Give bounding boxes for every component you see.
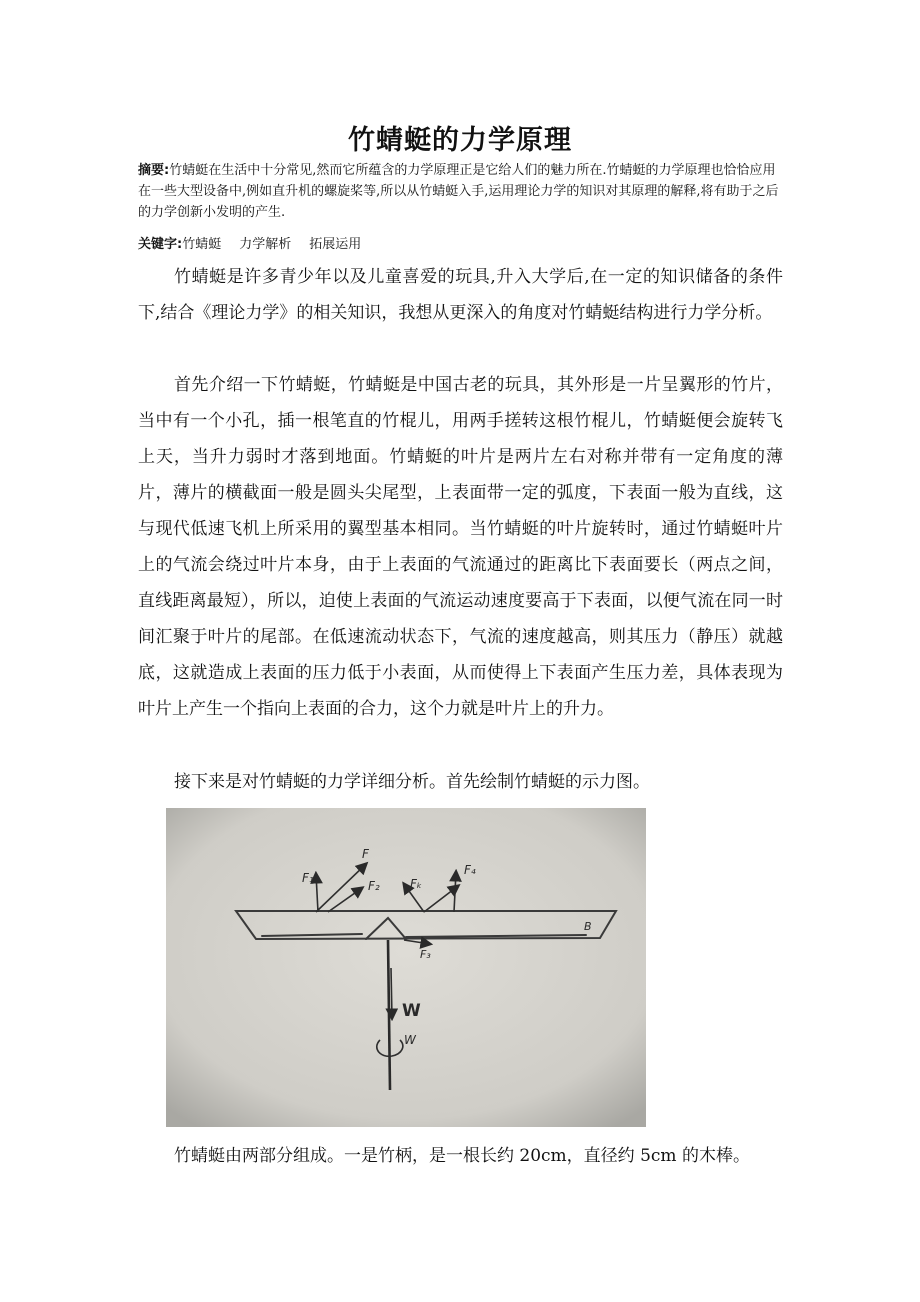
force-diagram-photo <box>166 808 646 1127</box>
force-label-fk: Fₖ <box>410 877 423 891</box>
keyword-item: 竹蜻蜓 <box>182 237 222 252</box>
body-paragraph: 竹蜻蜓由两部分组成。一是竹柄，是一根长约 20cm，直径约 5cm 的木棒。 <box>174 1146 750 1166</box>
force-label-f1: F₁ <box>302 871 314 885</box>
abstract-label: 摘要: <box>138 163 170 178</box>
keywords <box>138 234 788 255</box>
blade-tip-label: B <box>584 920 592 933</box>
paper-background <box>166 808 646 1127</box>
force-label-f3: F₃ <box>420 948 431 961</box>
angular-velocity-label: W <box>404 1033 416 1047</box>
force-label-f2: F₂ <box>368 879 380 893</box>
keyword-item: 拓展运用 <box>309 237 362 252</box>
force-diagram-sketch <box>166 808 646 1127</box>
abstract <box>138 160 788 223</box>
body-paragraph: 竹蜻蜓是许多青少年以及儿童喜爱的玩具,升入大学后,在一定的知识储备的条件下,结合《理论力学》的相关知识，我想从更深入的角度对竹蜻蜓结构进行力学分析。 <box>138 267 783 323</box>
keywords-label: 关键字: <box>138 237 183 252</box>
body-paragraph: 首先介绍一下竹蜻蜓，竹蜻蜓是中国古老的玩具，其外形是一片呈翼形的竹片，当中有一个小孔，插一根笔直的竹棍儿，用两手搓转这根竹棍儿，竹蜻蜓便会旋转飞上天，当升力弱时才落到地面。竹蜻蜓的叶片是两片左右对称并带有一定角度的薄片，薄片的横截面一般是圆头尖尾型，上表面带一定的弧度，下表面一般为直线，这与现代低速飞机上所采用的翼型基本相同。当竹蜻蜓的叶片旋转时，通过竹蜻蜓叶片上的气流会绕过叶片本身，由于上表面的气流通过的距离比下表面要长（两点之间，直线距离最短），所以，迫使上表面的气流运动速度要高于下表面，以便气流在同一时间汇聚于叶片的尾部。在低速流动状态下，气流的速度越高，则其压力（静压）就越底，这就造成上表面的压力低于小表面，从而使得上下表面产生压力差，具体表现为叶片上产生一个指向上表面的合力，这个力就是叶片上的升力。 <box>138 375 783 719</box>
force-label-f4: F₄ <box>464 863 476 877</box>
document-title: 竹蜻蜓的力学原理 <box>348 125 572 156</box>
body-paragraph: 接下来是对竹蜻蜓的力学详细分析。首先绘制竹蜻蜓的示力图。 <box>174 772 650 792</box>
keyword-item: 力学解析 <box>239 237 292 252</box>
weight-label: W <box>402 1001 421 1021</box>
abstract-text: 竹蜻蜓在生活中十分常见,然而它所蕴含的力学原理正是它给人们的魅力所在.竹蜻蜓的力学原理也恰恰应用在一些大型设备中,例如直升机的螺旋桨等,所以从竹蜻蜓入手,运用理论力学的知识对其原理的解释,将有助于之后的力学创新小发明的产生. <box>138 163 779 220</box>
force-label-f: F <box>362 847 369 861</box>
